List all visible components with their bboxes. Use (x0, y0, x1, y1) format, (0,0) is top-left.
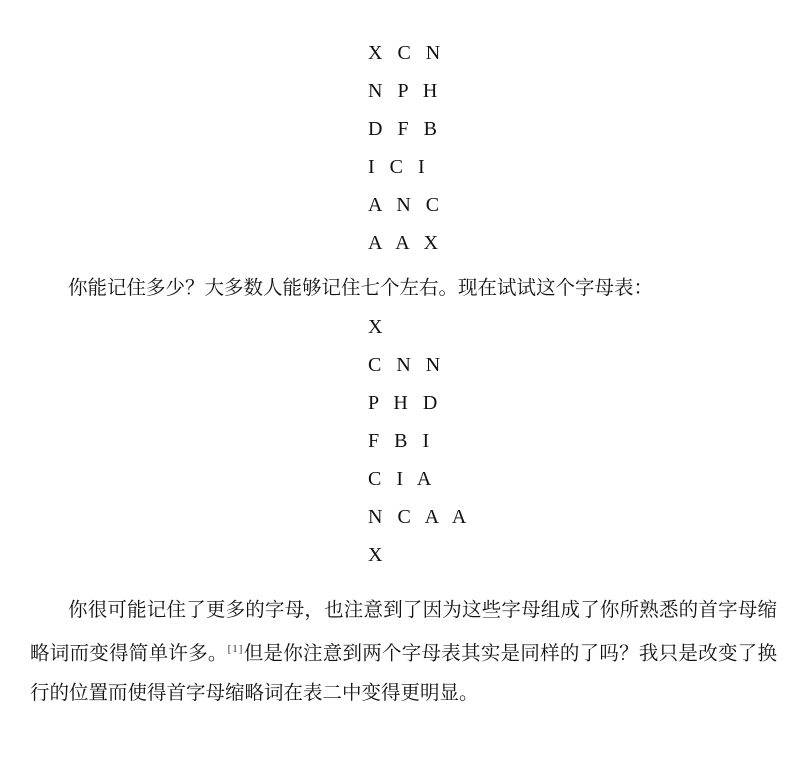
letter-table-one (30, 34, 777, 262)
letter-row: P H D (368, 392, 443, 414)
letter-row: A N C (368, 194, 445, 216)
final-paragraph-part-one: 你很可能记住了更多的字母，也注意到了因为这些字母组成了你所熟悉的首字母缩略词而变得简单许多。 (30, 600, 777, 665)
spacer (30, 574, 777, 581)
letter-row: A A X (368, 232, 444, 254)
letter-row: C N N (368, 354, 446, 376)
middle-paragraph: 你能记住多少？大多数人能够记住七个左右。现在试试这个字母表： (68, 278, 654, 299)
letter-table-two (30, 308, 777, 574)
letter-row: I C I (368, 156, 430, 178)
spacer (30, 262, 777, 269)
letter-row: F B I (368, 430, 435, 452)
letter-row: X C N (368, 42, 446, 64)
letter-row: X (368, 544, 388, 566)
letter-row: X (368, 316, 388, 338)
final-paragraph-part-two: 但是你注意到两个字母表其实是同样的了吗？我只是改变了换行的位置而使得首字母缩略词在表二中变得更明显。 (30, 643, 777, 704)
footnote-marker: [1] (227, 643, 244, 655)
final-paragraph (30, 591, 777, 713)
letter-row: N P H (368, 80, 443, 102)
letter-row: D F B (368, 118, 442, 140)
letter-row: N C A A (368, 506, 472, 528)
letter-row: C I A (368, 468, 437, 490)
